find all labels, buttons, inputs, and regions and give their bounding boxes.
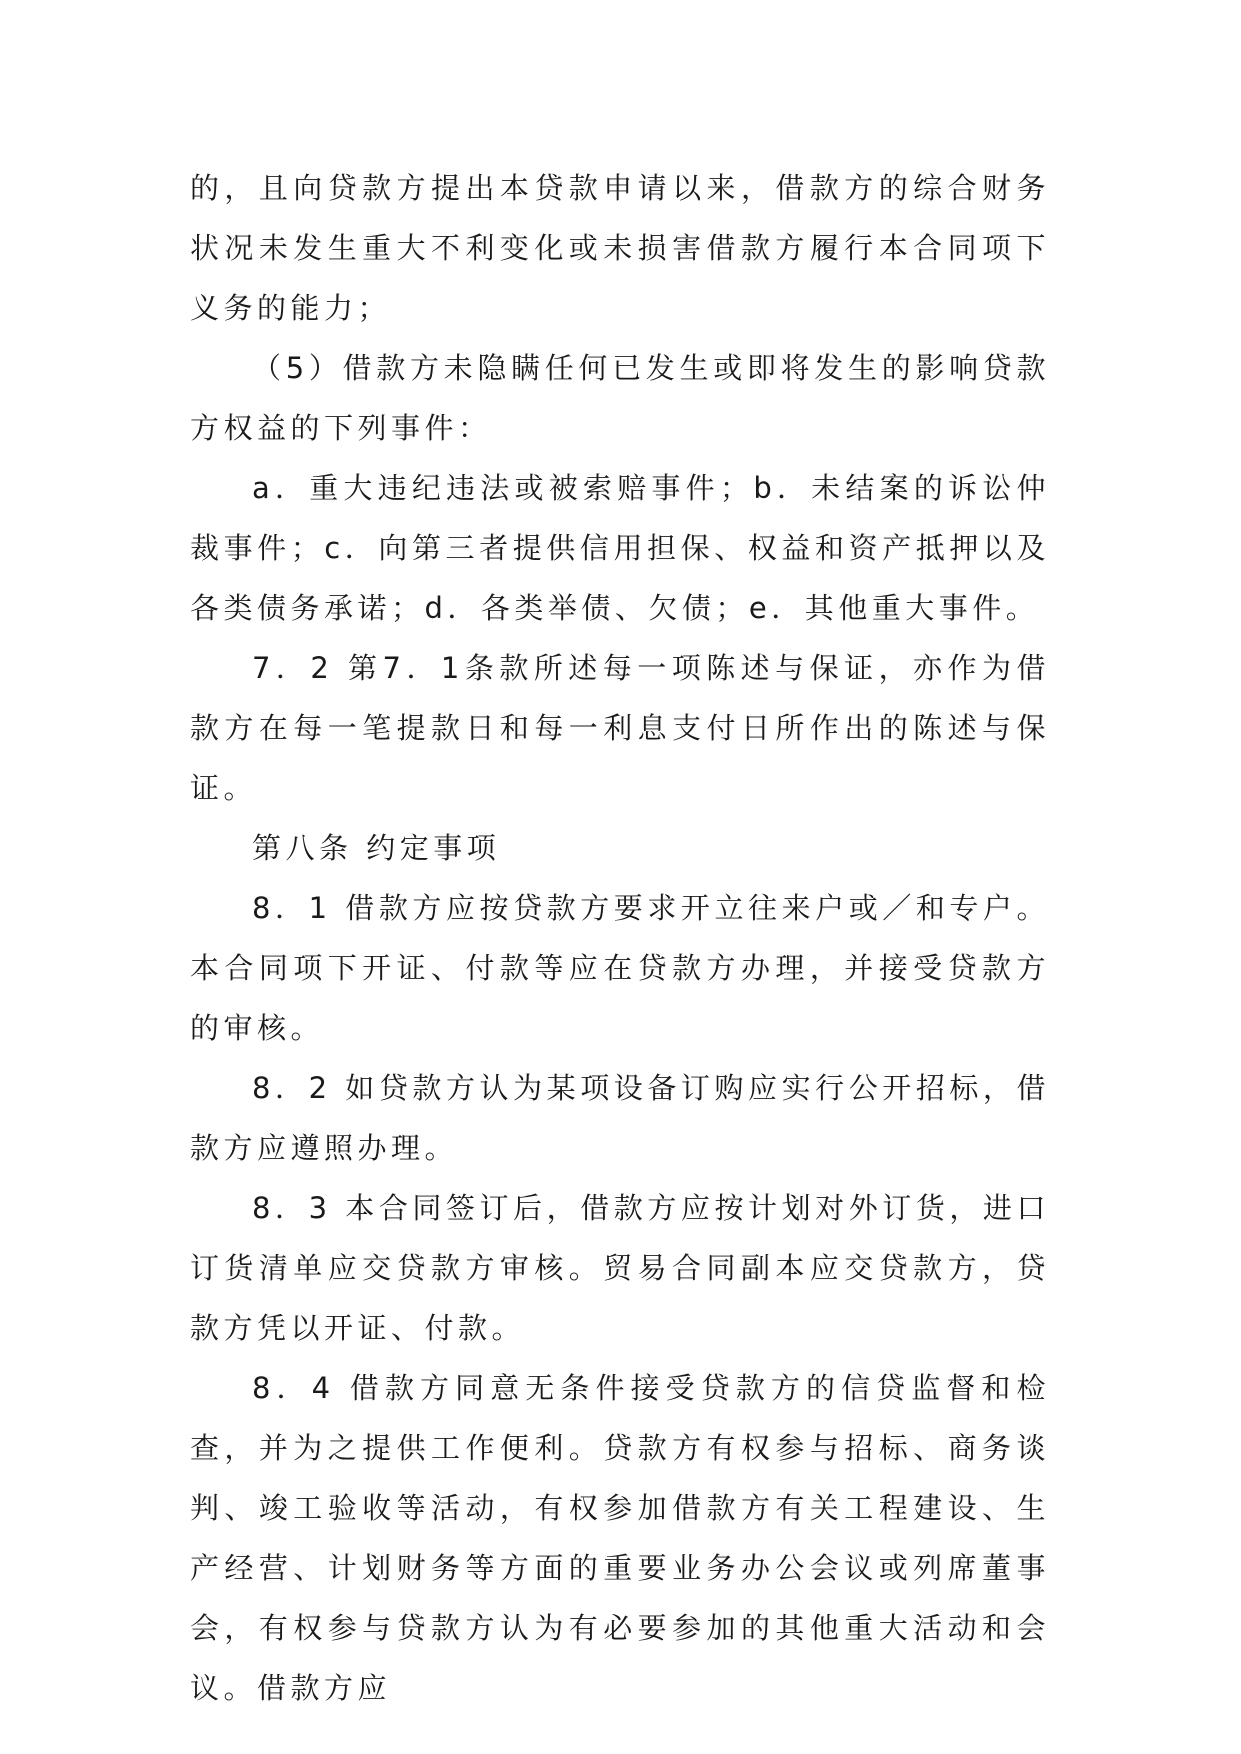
- paragraph-clause-8-1: 8．1 借款方应按贷款方要求开立往来户或／和专户。本合同项下开证、付款等应在贷款方办理，并接受贷款方的审核。: [190, 891, 1050, 1045]
- section-heading-article-8: 第八条 约定事项: [252, 831, 501, 865]
- paragraph-clause-8-4: 8．4 借款方同意无条件接受贷款方的信贷监督和检查，并为之提供工作便利。贷款方有权参与招标、商务谈判、竣工验收等活动，有权参加借款方有关工程建设、生产经营、计划财务等方面的重要业务办公会议或列席董事会，有权参与贷款方认为有必要参加的其他重大活动和会议。借款方应: [190, 1371, 1050, 1705]
- paragraph-event-list: a．重大违纪违法或被索赔事件；b．未结案的诉讼仲裁事件；c．向第三者提供信用担保、权益和资产抵押以及各类债务承诺；d．各类举债、欠债；e．其他重大事件。: [190, 471, 1050, 625]
- paragraph-clause-8-2: 8．2 如贷款方认为某项设备订购应实行公开招标，借款方应遵照办理。: [190, 1071, 1050, 1165]
- paragraph-clause-5: （5）借款方未隐瞒任何已发生或即将发生的影响贷款方权益的下列事件：: [190, 351, 1050, 445]
- paragraph-clause-8-3: 8．3 本合同签订后，借款方应按计划对外订货，进口订货清单应交贷款方审核。贸易合同副本应交贷款方，贷款方凭以开证、付款。: [190, 1191, 1050, 1345]
- paragraph-clause-7-2: 7．2 第7．1条款所述每一项陈述与保证，亦作为借款方在每一笔提款日和每一利息支付日所作出的陈述与保证。: [190, 651, 1050, 805]
- document-body: [190, 158, 1050, 1718]
- paragraph-continuation: 的，且向贷款方提出本贷款申请以来，借款方的综合财务状况未发生重大不利变化或未损害借款方履行本合同项下义务的能力；: [190, 171, 1050, 325]
